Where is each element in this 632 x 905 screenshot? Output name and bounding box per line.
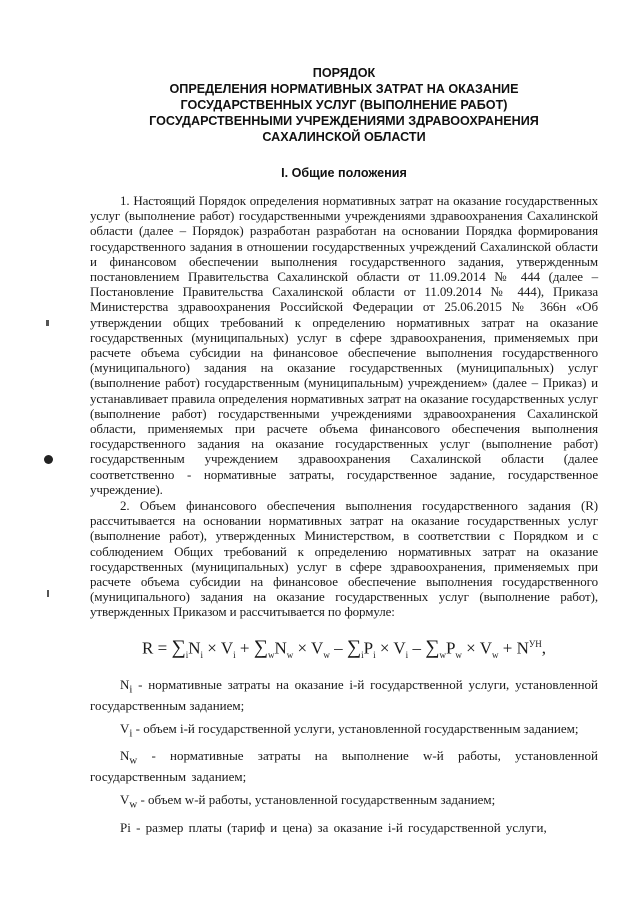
minus-sign: –: [334, 638, 343, 658]
title-line-5: САХАЛИНСКОЙ ОБЛАСТИ: [262, 130, 426, 144]
scan-mark: [46, 320, 49, 326]
def-subscript: i: [129, 683, 133, 696]
title-line-1: ПОРЯДОК: [312, 66, 376, 80]
def-symbol: N: [120, 748, 130, 763]
var-P: P: [445, 638, 456, 658]
definition-Pi: Pi - размер платы (тариф и цена) за оказание i-й государственной услуги,: [120, 820, 547, 835]
def-text: - объем i-й государственной услуги, установленной государственным заданием;: [132, 721, 579, 736]
var-V: V: [479, 638, 492, 658]
sub-w: w: [323, 650, 330, 661]
var-V: V: [393, 638, 406, 658]
def-text: - объем w-й работы, установленной государственным заданием;: [137, 792, 496, 807]
var-P: P: [363, 638, 374, 658]
def-text: - нормативные затраты на выполнение w-й работы, установленной государственным заданием;: [90, 748, 598, 785]
sub-i: i: [405, 650, 409, 661]
sum-index-i: i: [185, 650, 189, 661]
minus-sign: –: [412, 638, 421, 658]
definition-Vi: [90, 721, 598, 742]
definition-Ni: [90, 677, 598, 714]
times-sign: ×: [466, 638, 476, 658]
sub-w: w: [455, 650, 462, 661]
times-sign: ×: [379, 638, 390, 658]
formula-eq: =: [157, 638, 168, 658]
title-line-3: ГОСУДАРСТВЕННЫХ УСЛУГ (ВЫПОЛНЕНИЕ РАБОТ): [180, 98, 508, 112]
times-sign: ×: [207, 638, 217, 658]
sum-symbol: ∑: [346, 636, 362, 659]
def-symbol: V: [120, 792, 130, 807]
def-symbol: V: [120, 721, 130, 736]
def-text: - нормативные затраты на оказание i-й государственной услуги, установленной государственным заданием;: [90, 677, 598, 714]
formula-lhs: R: [142, 638, 154, 658]
def-subscript: w: [129, 754, 138, 767]
var-V: V: [220, 638, 234, 658]
formula: [90, 632, 598, 667]
paragraph-1: 1. Настоящий Порядок определения нормативных затрат на оказание государственных услуг (выполнение работ) государственными учреждениями здравоохранения Сахалинской области (далее – Порядок) разработан разработан на основании Порядка формирования государственного задания в отношении государственных учреждений Сахалинской области и финансовом обеспечении выполнения государственного задания, утвержденным постановлением Правительства Сахалинской области от 11.09.2014 № 444 (далее – Постановление Правительства Сахалинской области от 11.09.2014 № 444), Приказа Министерства здравоохранения Российской Федерации от 25.06.2015 № 366н «Об утверждении общих требований к определению нормативных затрат на оказание государственных (муниципальных) услуг в сфере здравоохранения, применяемых при расчете объема субсидии на финансовое обеспечение выполнения государственного (муниципального) задания на оказание государственных (муниципальных) услуг (выполнение работ) государственным (муниципальным) учреждением» (далее – Приказ) и устанавливает правила определения нормативных затрат на оказание государственных услуг (выполнение работ) государственными учреждениями здравоохранения Сахалинской области, применяемых при расчете объема финансового обеспечения выполнения государственного задания на оказание государственных услуг (выполнение работ) государственным учреждением здравоохранения Сахалинской области (далее соответственно - нормативные затраты, государственное задание, государственное учреждение).: [90, 193, 598, 497]
sum-index-i: i: [361, 650, 364, 661]
plus-sign: +: [502, 638, 513, 658]
sum-symbol: ∑: [253, 636, 268, 659]
scan-mark: [44, 455, 53, 464]
sum-symbol: ∑: [171, 636, 186, 659]
title-line-4: ГОСУДАРСТВЕННЫМИ УЧРЕЖДЕНИЯМИ ЗДРАВООХРАНЕНИЯ: [149, 114, 539, 128]
sub-i: i: [200, 650, 204, 661]
var-N: N: [516, 638, 529, 658]
document-title: [90, 65, 598, 145]
var-N: N: [188, 638, 201, 658]
scan-mark: [47, 590, 49, 597]
paragraph-2: 2. Объем финансового обеспечения выполнения государственного задания (R) рассчитывается на основании нормативных затрат на оказание государственных услуг (выполнение работ), утвержденных Министерством, в соответствии с Порядком и с соблюдением Общих требований к определению нормативных затрат на оказание государственных (муниципальных) услуг в сфере здравоохранения, применяемых при расчете объема субсидии на финансовое обеспечение выполнения государственного (муниципального) задания на оказание государственных услуг (выполнение работ), утвержденных Приказом и рассчитывается по формуле:: [90, 498, 598, 620]
sub-i: i: [373, 650, 376, 661]
sup-uh: УН: [528, 639, 542, 649]
formula-end: ,: [541, 638, 546, 658]
sub-w: w: [492, 650, 499, 661]
plus-sign: +: [239, 638, 250, 658]
sub-w: w: [286, 650, 294, 661]
def-symbol: N: [120, 677, 130, 692]
def-subscript: i: [129, 727, 133, 740]
sum-symbol: ∑: [425, 636, 440, 659]
sum-index-w: w: [439, 650, 446, 661]
title-line-2: ОПРЕДЕЛЕНИЯ НОРМАТИВНЫХ ЗАТРАТ НА ОКАЗАНИЕ: [169, 82, 519, 96]
sum-index-w: w: [267, 650, 275, 661]
var-V: V: [311, 638, 324, 658]
section-heading: I. Общие положения: [281, 166, 407, 180]
definition-Vw: [90, 792, 598, 813]
var-N: N: [274, 638, 287, 658]
sub-i: i: [233, 650, 236, 661]
def-subscript: w: [129, 798, 138, 811]
times-sign: ×: [297, 638, 308, 658]
definition-Nw: [90, 748, 598, 785]
